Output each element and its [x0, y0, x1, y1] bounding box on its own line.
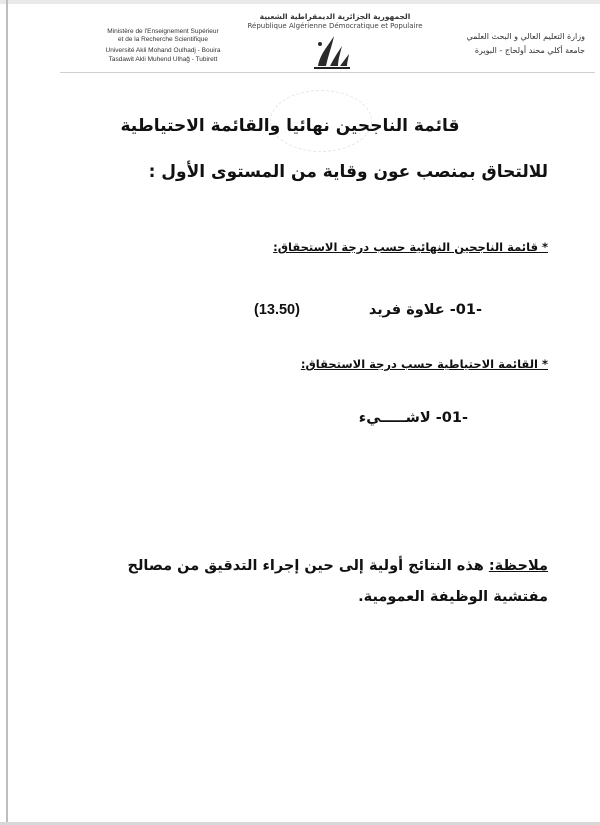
final-list-heading [108, 240, 548, 254]
header-ministry-arabic-line: وزارة التعليم العالي و البحث العلمي [466, 32, 585, 41]
reserve-list-entry: -01- لاشـــــيء [358, 410, 468, 426]
note-paragraph [78, 551, 548, 613]
scan-edge-left [6, 0, 8, 825]
note-label: ملاحظة: [488, 558, 548, 574]
header-ministry-line-2: et de la Recherche Scientifique [118, 36, 208, 44]
university-logo [310, 32, 354, 72]
final-list-entry-score: (13.50) [254, 302, 300, 318]
letterhead [60, 8, 595, 73]
reserve-list-heading [108, 357, 548, 371]
header-university-line: Université Akli Mohand Oulhadj - Bouira [105, 47, 221, 55]
header-republic-arabic: الجمهورية الجزائرية الديمقراطية الشعبية [259, 12, 411, 21]
reserve-list-heading-text: * القائمة الاحتياطية حسب درجة الاستحقاق: [300, 357, 548, 371]
header-republic-french: République Algérienne Démocratique et Populaire [247, 22, 423, 30]
final-list-entry: -01- علاوة فريد [368, 302, 482, 318]
header-university-french [78, 28, 248, 64]
header-university-berber-line: Tasdawit Akli Muhend Ulhağ - Tubirett [108, 55, 218, 63]
document-title: قائمة الناجحين نهائيا والقائمة الاحتياطية [120, 116, 460, 136]
document-subtitle: للالتحاق بمنصب عون وقاية من المستوى الأول : [148, 162, 548, 182]
header-university-arabic-line: جامعة أكلي محند أولحاج - البويرة [474, 46, 585, 55]
header-university-arabic [425, 30, 585, 58]
note-text: هذه النتائج أولية إلى حين إجراء التدقيق من مصالح مفتشية الوظيفة العمومية. [127, 558, 548, 605]
header-ministry-line: Ministère de l'Enseignement Supérieur [107, 28, 219, 35]
final-list-heading-text: * قائمة الناجحين النهائية حسب درجة الاستحقاق: [273, 240, 548, 254]
scan-edge-top [0, 0, 600, 4]
